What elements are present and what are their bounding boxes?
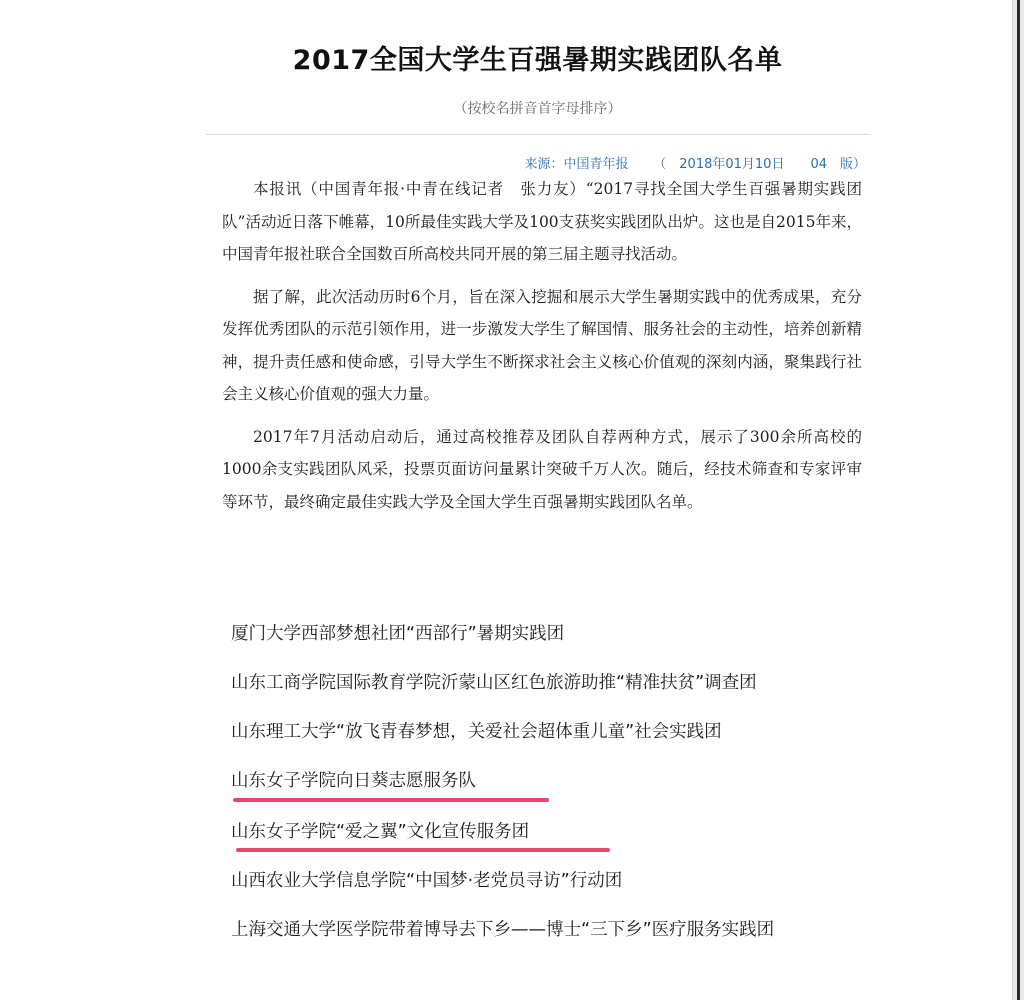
page-subtitle: （按校名拼音首字母排序） — [453, 101, 622, 117]
team-item: 山东理工大学“放飞青春梦想，关爱社会超体重儿童”社会实践团 — [231, 722, 722, 742]
highlight-underline — [233, 798, 549, 802]
team-item: 厦门大学西部梦想社团“西部行”暑期实践团 — [231, 624, 565, 644]
source-line — [516, 138, 866, 172]
source-spacer — [628, 157, 653, 172]
window-scrollbar[interactable] — [1012, 0, 1024, 1000]
header-divider — [205, 134, 870, 135]
scrollbar-edge — [1017, 0, 1020, 1000]
article-paragraph-3: 2017年7月活动启动后，通过高校推荐及团队自荐两种方式，展示了300余所高校的1000余支实践团队风采，投票页面访问量累计突破千万人次。随后，经技术筛查和专家评审等环节，最终确定最佳实践大学及全国大学生百强暑期实践团队名单。 — [222, 427, 862, 511]
source-link[interactable]: 来源：中国青年报 — [524, 157, 629, 172]
team-item: 山东工商学院国际教育学院沂蒙山区红色旅游助推“精准扶贫”调查团 — [231, 673, 757, 693]
publish-date: （ 2018年01月10日 04 版） — [653, 157, 866, 172]
article-paragraph-1: 本报讯（中国青年报·中青在线记者 张力友）“2017寻找全国大学生百强暑期实践团队”活动近日落下帷幕，10所最佳实践大学及100支获奖实践团队出炉。这也是自2015年来，中国青年报社联合全国数百所高校共同开展的第三届主题寻找活动。 — [222, 180, 862, 263]
team-item-highlighted: 山东女子学院“爱之翼”文化宣传服务团 — [231, 822, 530, 842]
team-item-highlighted: 山东女子学院向日葵志愿服务队 — [231, 771, 476, 791]
highlight-underline — [236, 848, 610, 852]
team-item: 山西农业大学信息学院“中国梦·老党员寻访”行动团 — [231, 871, 623, 891]
team-item: 上海交通大学医学院带着博导去下乡——博士“三下乡”医疗服务实践团 — [231, 920, 775, 940]
article-body — [222, 173, 862, 528]
article-paragraph-2: 据了解，此次活动历时6个月，旨在深入挖掘和展示大学生暑期实践中的优秀成果，充分发挥优秀团队的示范引领作用，进一步激发大学生了解国情、服务社会的主动性，培养创新精神，提升责任感和使命感，引导大学生不断探求社会主义核心价值观的深刻内涵，聚集践行社会主义核心价值观的强大力量。 — [222, 287, 862, 403]
page-title: 2017全国大学生百强暑期实践团队名单 — [292, 45, 783, 76]
